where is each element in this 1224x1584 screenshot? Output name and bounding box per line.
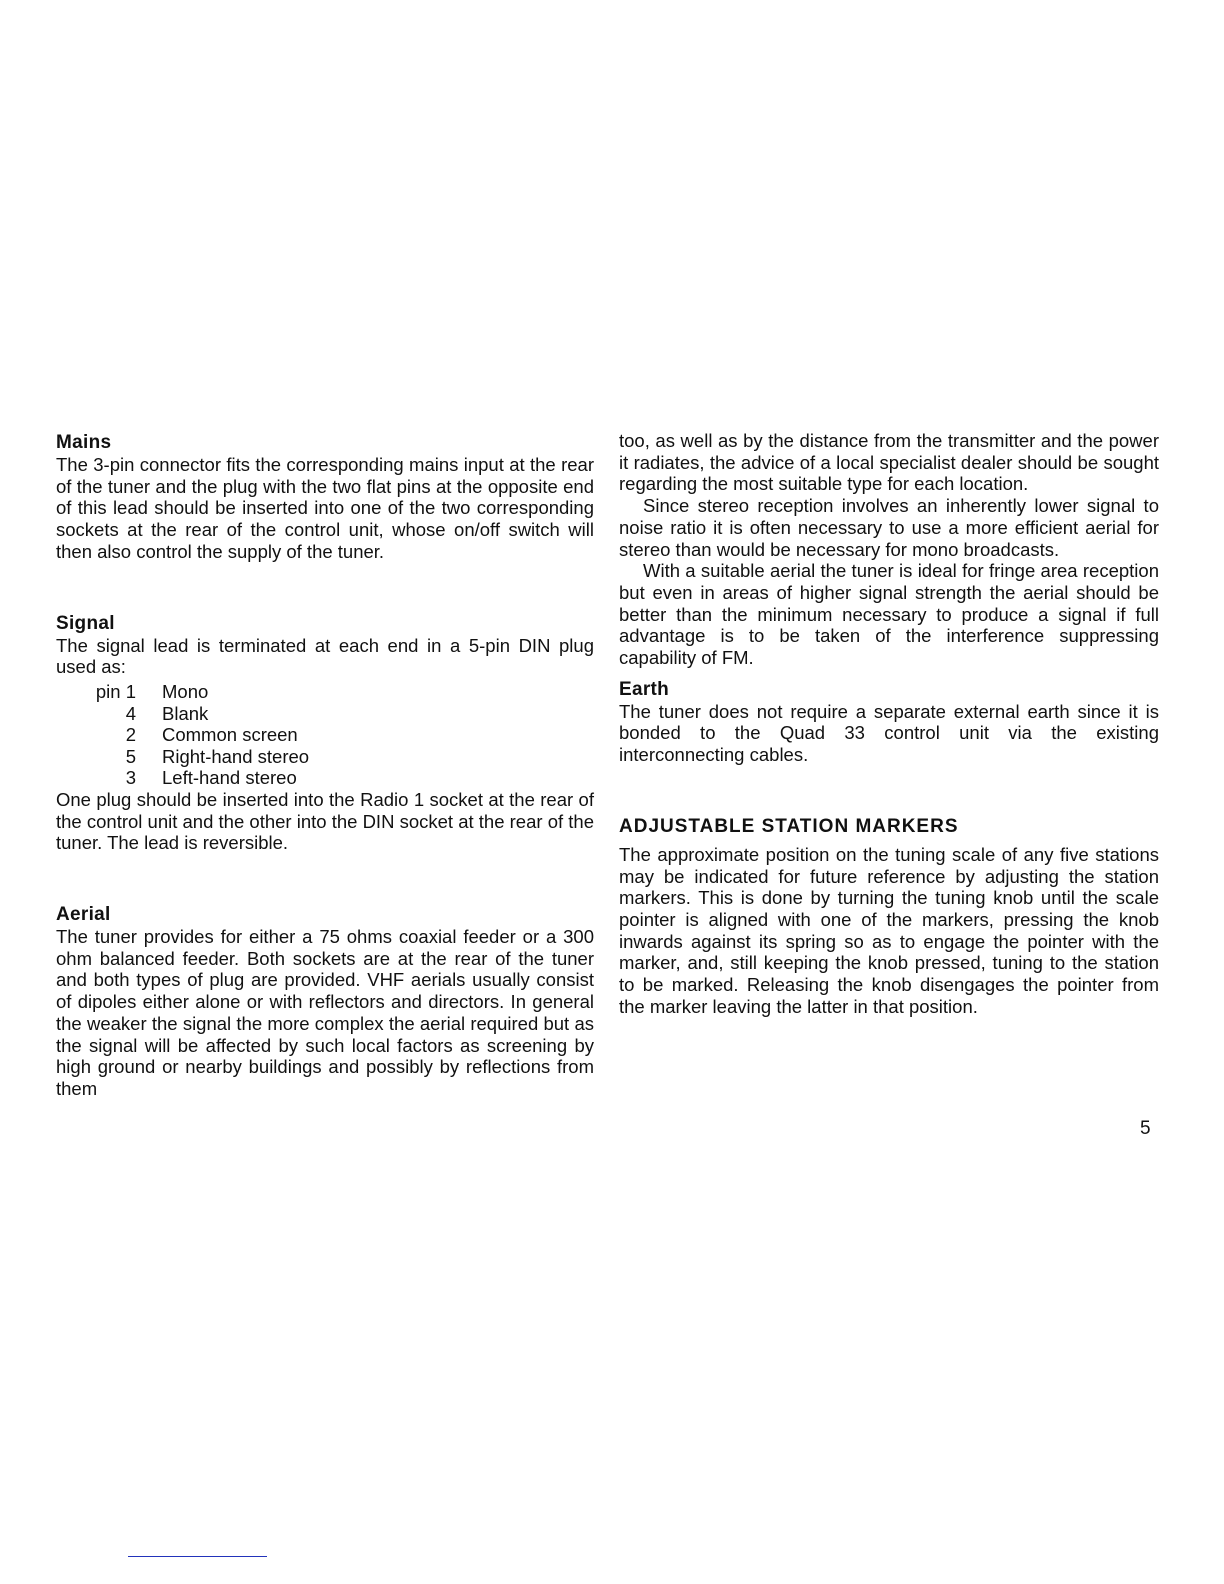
station-markers-body: The approximate position on the tuning scale of any five stations may be indicated for future reference by adjusting the station markers. This is done by turning the tuning knob until the scale pointer is aligned with one of the markers, pressing the knob inwards against its spring so as to engage the pointer with the marker, and, still keeping the knob pressed, tuning to the station to be marked. Releasing the knob disengages the pointer from the marker leaving the latter in that position. (619, 843, 1159, 1017)
pin-number: 5 (125, 745, 136, 767)
aerial-continued-section (619, 430, 1159, 669)
pin-number: 3 (125, 767, 136, 789)
aerial-continued-paragraph: With a suitable aerial the tuner is ideal for fringe area reception but even in areas of higher signal strength the aerial should be better than the minimum necessary to produce a signal if full advantage is to be taken of the interference suppressing capability of FM. (619, 560, 1159, 669)
aerial-heading: Aerial (56, 904, 111, 925)
signal-section (56, 613, 594, 854)
signal-outro: One plug should be inserted into the Radio 1 socket at the rear of the control unit and the other into the DIN socket at the rear of the tuner. The lead is reversible. (56, 788, 594, 854)
right-column (619, 430, 1159, 1017)
pin-number: 2 (125, 724, 136, 746)
station-markers-section (619, 816, 1159, 1018)
earth-heading: Earth (619, 678, 670, 700)
pin-label: Mono (162, 680, 209, 702)
spacer (56, 563, 594, 613)
pin-label: Left-hand stereo (162, 767, 297, 789)
signal-intro: The signal lead is terminated at each end in a 5-pin DIN plug used as: (56, 634, 594, 678)
aerial-body: The tuner provides for either a 75 ohms coaxial feeder or a 300 ohm balanced feeder. Both sockets are at the rear of the tuner and both types of plug are provided. VHF aerials usually consist of dipoles either alone or with reflectors and directors. In general the weaker the signal the more complex the aerial required but as the signal will be affected by such local factors as screening by high ground or nearby buildings and possibly by reflections from them (56, 926, 594, 1099)
aerial-section (56, 904, 594, 1100)
pin-number: 4 (125, 702, 136, 724)
station-markers-heading: ADJUSTABLE STATION MARKERS (619, 815, 959, 837)
pin-number: pin 1 (95, 680, 136, 702)
pin-row (56, 746, 309, 768)
aerial-continued-paragraph: too, as well as by the distance from the transmitter and the power it radiates, the advice of a local specialist dealer should be sought regarding the most suitable type for each location. (619, 430, 1159, 495)
pin-row (56, 703, 309, 725)
pin-label: Blank (162, 702, 209, 724)
left-column (56, 432, 594, 1100)
pin-label: Right-hand stereo (162, 745, 310, 767)
mains-section (56, 432, 594, 563)
footer-rule (128, 1556, 267, 1557)
aerial-continued-paragraph: Since stereo reception involves an inherently lower signal to noise ratio it is often necessary to use a more efficient aerial for stereo than would be necessary for mono broadcasts. (619, 495, 1159, 560)
spacer (619, 766, 1159, 816)
spacer (56, 854, 594, 904)
pin-row (56, 724, 309, 746)
spacer (619, 669, 1159, 679)
pin-label: Common screen (162, 724, 298, 746)
mains-heading: Mains (56, 432, 112, 453)
pin-assignment-table (56, 681, 309, 789)
pin-row (56, 767, 309, 789)
pin-row (56, 681, 309, 703)
earth-body: The tuner does not require a separate external earth since it is bonded to the Quad 33 control unit via the existing interconnecting cables. (619, 700, 1159, 766)
mains-body: The 3-pin connector fits the corresponding mains input at the rear of the tuner and the plug with the two flat pins at the opposite end of this lead should be inserted into one of the two corresponding sockets at the rear of the control unit, whose on/off switch will then also control the supply of the tuner. (56, 454, 594, 562)
earth-section (619, 679, 1159, 766)
page-number: 5 (1140, 1118, 1151, 1139)
signal-heading: Signal (56, 612, 115, 634)
